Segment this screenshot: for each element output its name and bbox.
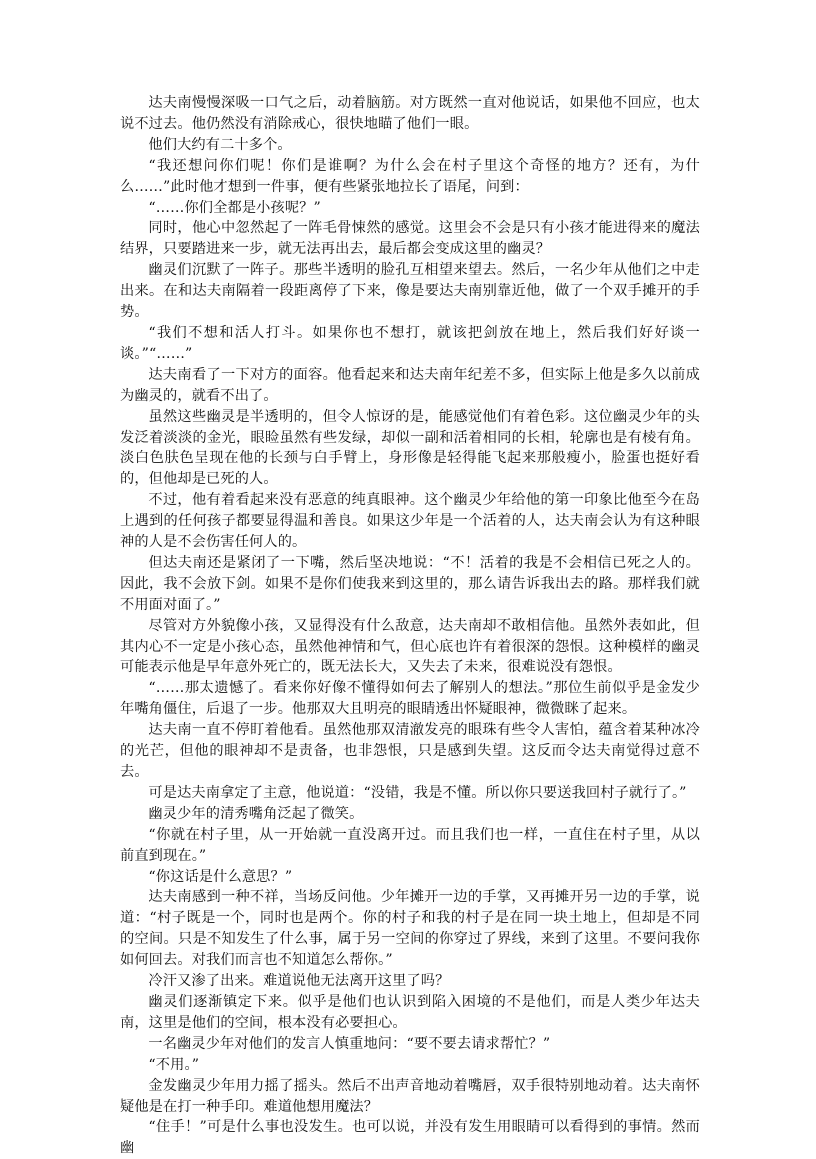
paragraph: “……那太遗憾了。看来你好像不懂得如何去了解别人的想法。”那位生前似乎是金发少年嘴角僵住，后退了一步。他那双大且明亮的眼睛透出怀疑眼神，微微眯了起来。 bbox=[120, 680, 700, 718]
paragraph: 冷汗又渗了出来。难道说他无法离开这里了吗？ bbox=[148, 973, 450, 990]
paragraph: 达夫南一直不停盯着他看。虽然他那双清澈发亮的眼珠有些令人害怕，蕴含着某种冰冷的光芒，但他的眼神却不是责备，也非怨恨，只是感到失望。这反而令达夫南觉得过意不去。 bbox=[120, 722, 700, 780]
paragraph: 幽灵们沉默了一阵子。那些半透明的脸孔互相望来望去。然后，一名少年从他们之中走出来。在和达夫南隔着一段距离停了下来，像是要达夫南别靠近他，做了一个双手摊开的手势。 bbox=[120, 262, 700, 321]
paragraph: 但达夫南还是紧闭了一下嘴，然后坚决地说：“不！活着的我是不会相信已死之人的。因此，我不会放下剑。如果不是你们使我来到这里的，那么请告诉我出去的路。那样我们就不用面对面了。” bbox=[120, 554, 700, 613]
paragraph: “……你们全都是小孩呢？” bbox=[148, 199, 321, 216]
paragraph: “住手！”可是什么事也没发生。也可以说，并没有发生用眼睛可以看得到的事情。然而幽 bbox=[120, 1119, 700, 1157]
paragraph: 同时，他心中忽然起了一阵毛骨悚然的感觉。这里会不会是只有小孩才能进得来的魔法结界，只要踏进来一步，就无法再出去，最后都会变成这里的幽灵？ bbox=[120, 220, 700, 258]
paragraph: 幽灵少年的清秀嘴角泛起了微笑。 bbox=[148, 805, 364, 822]
paragraph: “不用。” bbox=[148, 1056, 200, 1073]
paragraph: 一名幽灵少年对他们的发言人慎重地问：“要不要去请求帮忙？” bbox=[148, 1035, 551, 1052]
paragraph: 尽管对方外貌像小孩，又显得没有什么敌意，达夫南却不敢相信他。虽然外表如此，但其内心不一定是小孩心态，虽然他神情和气，但心底也许有着很深的怨恨。这种模样的幽灵可能表示他是早年意外死亡的，既无法长大，又失去了未来，很难说没有怨恨。 bbox=[120, 617, 700, 676]
paragraph: 达夫南感到一种不祥，当场反问他。少年摊开一边的手掌，又再摊开另一边的手掌，说道：“村子既是一个，同时也是两个。你的村子和我的村子是在同一块土地上，但却是不同的空间。只是不知发生了什么事，属于另一空间的你穿过了界线，来到了这里。不要问我你如何回去。对我们而言也不知道怎么帮你。” bbox=[120, 889, 700, 969]
paragraph: 虽然这些幽灵是半透明的，但令人惊讶的是，能感觉他们有着色彩。这位幽灵少年的头发泛着淡淡的金光，眼睑虽然有些发绿，却似一副和活着相同的长相，轮廓也是有棱有角。淡白色肤色呈现在他的长颈与白手臂上，身形像是轻得能飞起来那般瘦小，脸蛋也挺好看的，但他却是已死的人。 bbox=[120, 408, 700, 488]
document-body bbox=[120, 93, 700, 1159]
paragraph: 他们大约有二十多个。 bbox=[148, 136, 292, 153]
paragraph: 不过，他有着看起来没有恶意的纯真眼神。这个幽灵少年给他的第一印象比他至今在岛上遇到的任何孩子都要显得温和善良。如果这少年是一个活着的人，达夫南会认为有这种眼神的人是不会伤害任何人的。 bbox=[120, 492, 700, 551]
paragraph: “你就在村子里，从一开始就一直没离开过。而且我们也一样，一直住在村子里，从以前直到现在。” bbox=[120, 826, 700, 864]
paragraph: “我还想问你们呢！你们是谁啊？为什么会在村子里这个奇怪的地方？还有，为什么……”此时他才想到一件事，便有些紧张地拉长了语尾，问到： bbox=[120, 157, 700, 195]
paragraph: 达夫南看了一下对方的面容。他看起来和达夫南年纪差不多，但实际上他是多久以前成为幽灵的，就看不出了。 bbox=[120, 366, 700, 404]
paragraph: 达夫南慢慢深吸一口气之后，动着脑筋。对方既然一直对他说话，如果他不回应，也太说不过去。他仍然没有消除戒心，很快地瞄了他们一眼。 bbox=[120, 95, 700, 132]
paragraph: 可是达夫南拿定了主意，他说道：“没错，我是不懂。所以你只要送我回村子就行了。” bbox=[148, 784, 687, 801]
paragraph: 幽灵们逐渐镇定下来。似乎是他们也认识到陷入困境的不是他们，而是人类少年达夫南，这里是他们的空间，根本没有必要担心。 bbox=[120, 993, 700, 1031]
paragraph: “我们不想和活人打斗。如果你也不想打，就该把剑放在地上，然后我们好好谈一谈。”“……” bbox=[120, 324, 700, 362]
paragraph: 金发幽灵少年用力摇了摇头。然后不出声音地动着嘴唇，双手很特别地动着。达夫南怀疑他是在打一种手印。难道他想用魔法？ bbox=[120, 1077, 700, 1115]
paragraph: “你这话是什么意思？” bbox=[148, 868, 293, 885]
